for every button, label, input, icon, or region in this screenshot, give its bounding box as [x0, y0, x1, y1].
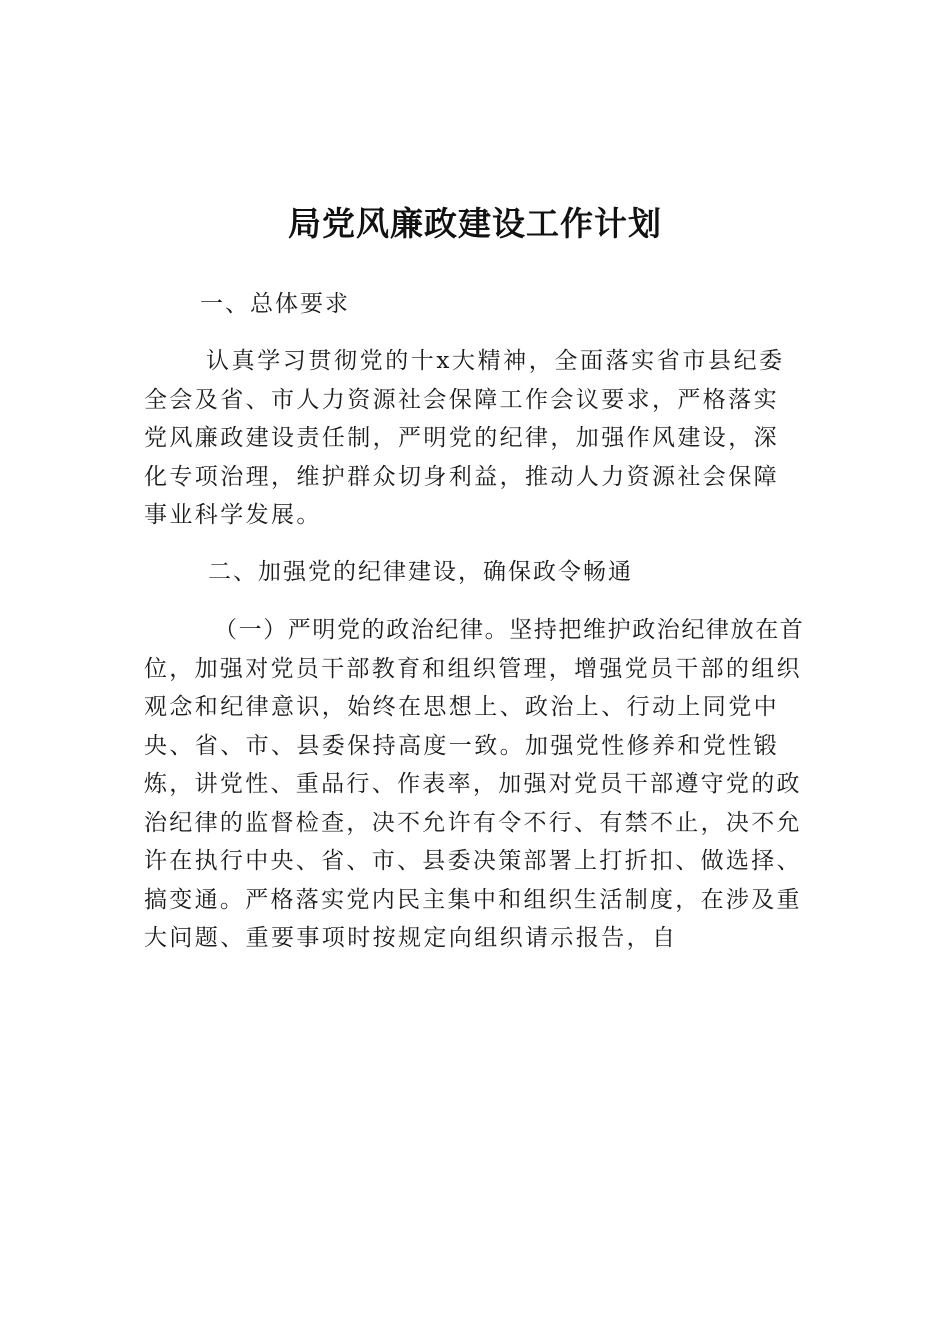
- paragraph-line: 事业科学发展。: [144, 502, 322, 528]
- paragraph-line: 认真学习贯彻党的十x大精神，全面落实省市县纪委: [206, 348, 785, 374]
- document-title: 局党风廉政建设工作计划: [288, 204, 662, 243]
- section-heading-2: 二、加强党的纪律建设，确保政令畅通: [208, 559, 633, 585]
- paragraph-line: （一）严明党的政治纪律。坚持把维护政治纪律放在首: [214, 617, 805, 643]
- paragraph-line: 化专项治理，维护群众切身利益，推动人力资源社会保障: [144, 463, 779, 490]
- section-heading-1: 一、总体要求: [200, 291, 350, 317]
- paragraph-line: 许在执行中央、省、市、县委决策部署上打折扣、做选择、: [144, 848, 802, 874]
- paragraph-line: 党风廉政建设责任制，严明党的纪律，加强作风建设，深: [144, 425, 779, 451]
- paragraph-line: 搞变通。严格落实党内民主集中和组织生活制度，在涉及重: [144, 886, 802, 913]
- paragraph-line: 位，加强对党员干部教育和组织管理，增强党员干部的组织: [144, 655, 802, 682]
- paragraph-line: 观念和纪律意识，始终在思想上、政治上、行动上同党中: [144, 694, 779, 720]
- paragraph-line: 大问题、重要事项时按规定向组织请示报告，自: [144, 925, 678, 951]
- paragraph-line: 炼，讲党性、重品行、作表率，加强对党员干部遵守党的政: [144, 771, 802, 797]
- paragraph-overall-requirements: [144, 342, 834, 535]
- paragraph-line: 治纪律的监督检查，决不允许有令不行、有禁不止，决不允: [144, 809, 802, 836]
- paragraph-political-discipline: [144, 611, 834, 958]
- paragraph-line: 央、省、市、县委保持高度一致。加强党性修养和党性锻: [144, 732, 779, 759]
- paragraph-line: 全会及省、市人力资源社会保障工作会议要求，严格落实: [144, 386, 779, 413]
